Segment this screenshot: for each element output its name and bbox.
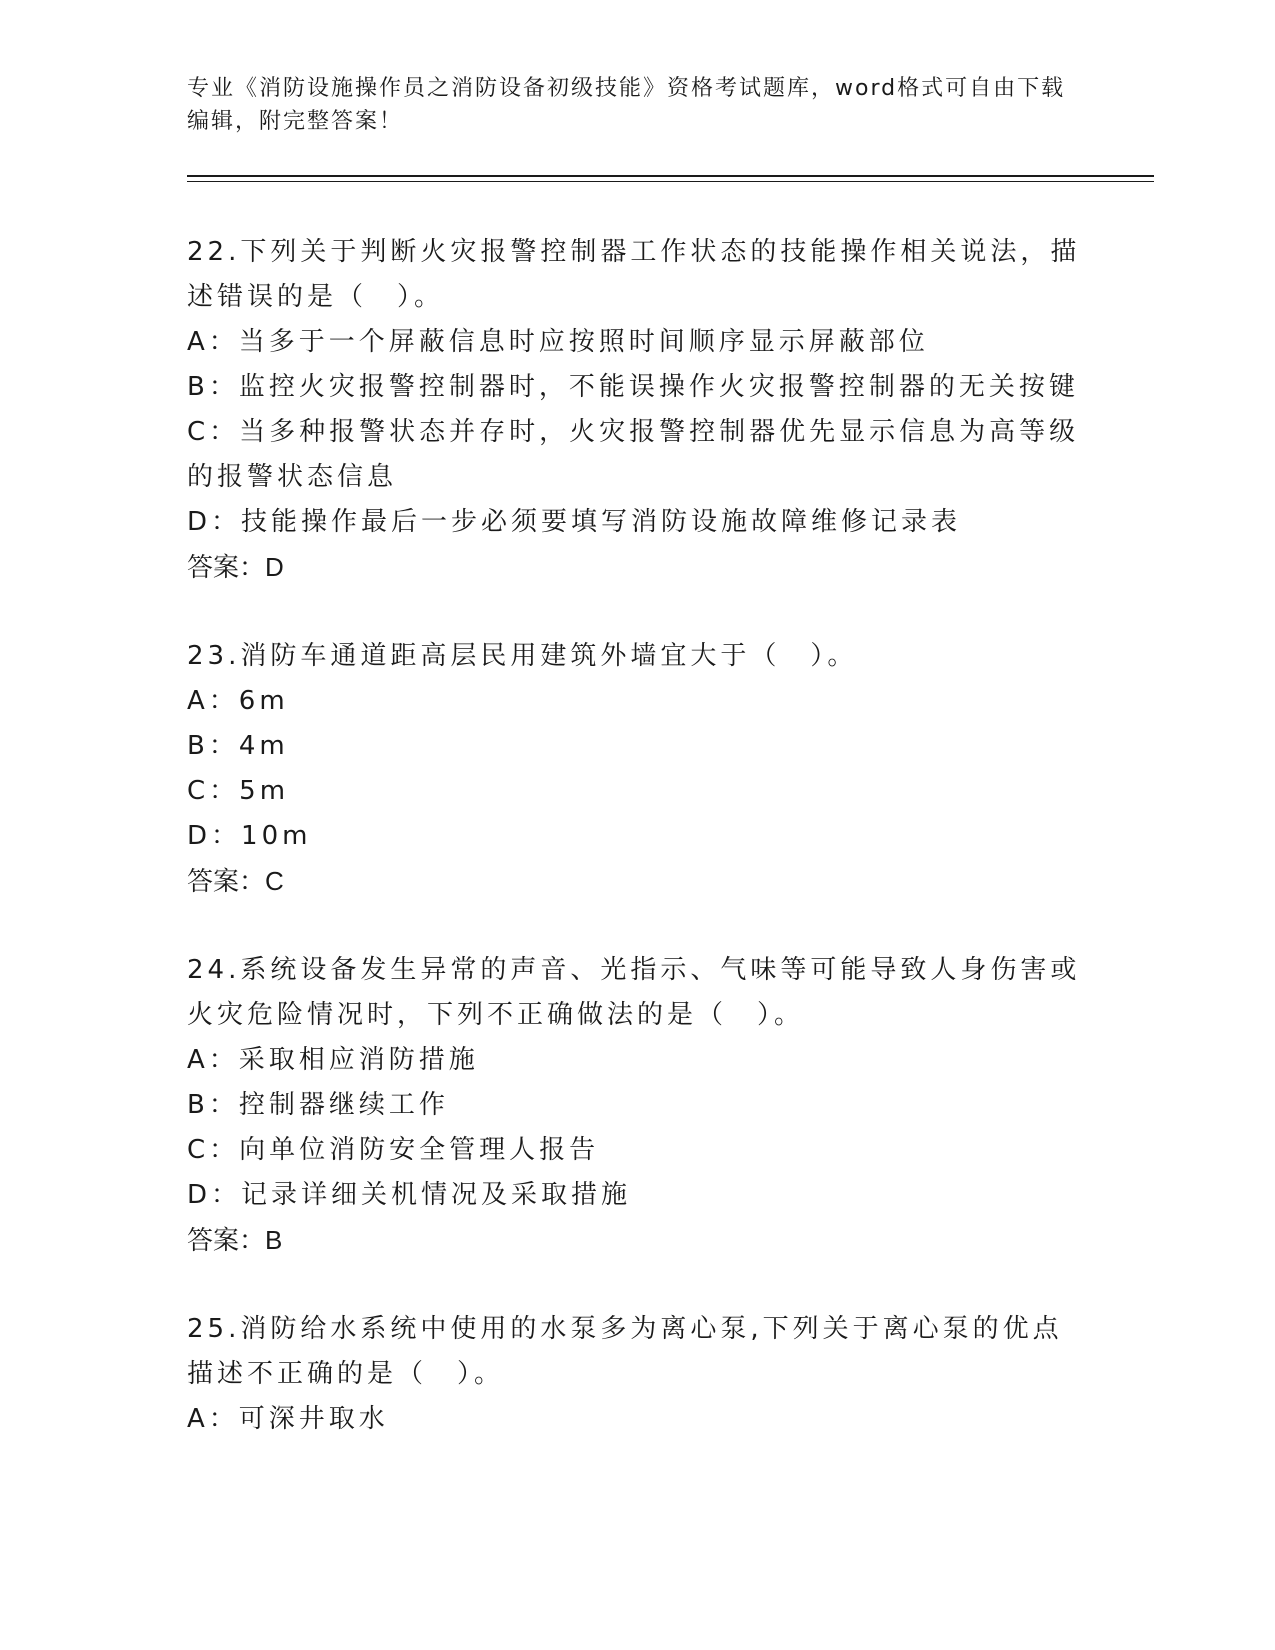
option-a: A：当多于一个屏蔽信息时应按照时间顺序显示屏蔽部位: [187, 327, 929, 357]
option-c: C：5m: [187, 776, 290, 806]
option-c: C：当多种报警状态并存时，火灾报警控制器优先显示信息为高等级的报警状态信息: [187, 417, 1080, 492]
option-a: A：6m: [187, 686, 289, 716]
option-d: D：记录详细关机情况及采取措施: [187, 1180, 632, 1210]
answer-label: 答案：C: [187, 866, 284, 896]
document-header: 专业《消防设施操作员之消防设备初级技能》资格考试题库，word格式可自由下载编辑，附完整答案！: [187, 76, 1066, 134]
answer-label: 答案：B: [187, 1225, 283, 1255]
question-25: [187, 1307, 1087, 1442]
option-d: D：10m: [187, 821, 312, 851]
option-c: C：向单位消防安全管理人报告: [187, 1135, 600, 1165]
header-divider-thin: [187, 181, 1154, 182]
question-list: [187, 230, 1087, 1486]
question-stem: 22.下列关于判断火灾报警控制器工作状态的技能操作相关说法，描述错误的是（ ）。: [187, 237, 1081, 312]
question-stem: 23.消防车通道距高层民用建筑外墙宜大于（ ）。: [187, 641, 858, 671]
question-stem: 24.系统设备发生异常的声音、光指示、气味等可能导致人身伤害或火灾危险情况时，下列不正确做法的是（ ）。: [187, 955, 1081, 1030]
answer-label: 答案：D: [187, 552, 284, 582]
header-divider-thick: [187, 175, 1154, 177]
option-b: B：4m: [187, 731, 289, 761]
question-stem: 25.消防给水系统中使用的水泵多为离心泵,下列关于离心泵的优点描述不正确的是（ ）。: [187, 1314, 1063, 1389]
option-a: A：采取相应消防措施: [187, 1045, 479, 1075]
option-b: B：控制器继续工作: [187, 1090, 449, 1120]
option-a: A：可深井取水: [187, 1404, 389, 1434]
question-23: [187, 634, 1087, 904]
option-b: B：监控火灾报警控制器时，不能误操作火灾报警控制器的无关按键: [187, 372, 1079, 402]
question-24: [187, 948, 1087, 1263]
option-d: D：技能操作最后一步必须要填写消防设施故障维修记录表: [187, 507, 962, 537]
question-22: [187, 230, 1087, 590]
